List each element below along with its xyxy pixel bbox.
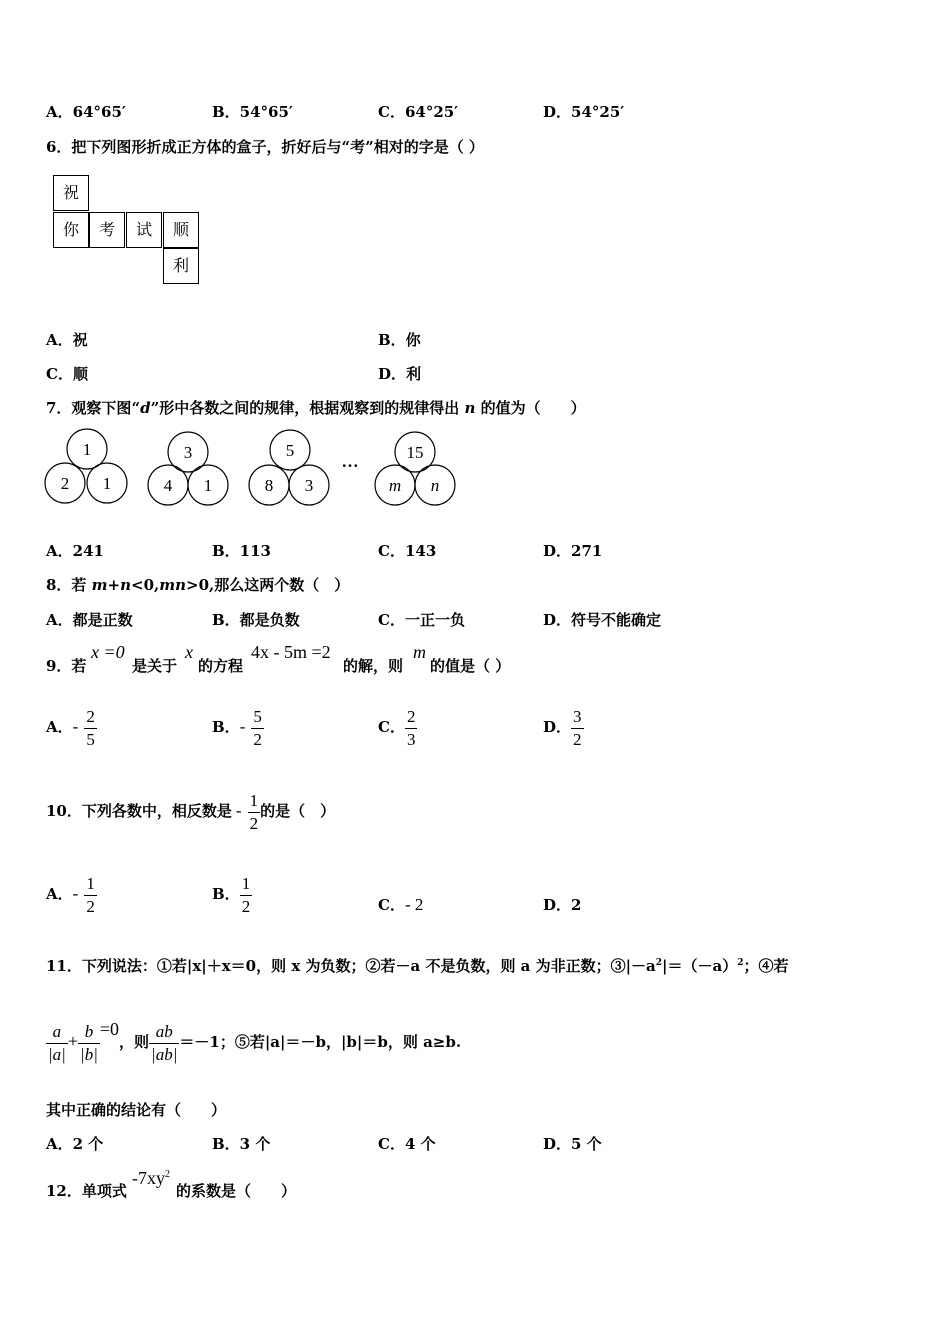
q9-stem-about: 是关于 bbox=[132, 657, 178, 675]
q9-expr-m: m bbox=[413, 642, 426, 662]
q10-option-b: B． $\frac{1}{2}$ bbox=[212, 873, 251, 916]
q8-option-b: B．都是负数 bbox=[212, 611, 300, 629]
q9-option-c: C． $\frac{2}{3}$ bbox=[378, 706, 416, 749]
net-cell-zhu: 祝 bbox=[53, 175, 89, 211]
net-cell-li: 利 bbox=[163, 248, 199, 284]
q9-stem-end: 的值是（ ） bbox=[430, 657, 511, 675]
q9-expr-x-eq-0: x =0 bbox=[91, 642, 125, 662]
fig2-left-value: 4 bbox=[163, 476, 173, 495]
q10-option-a: A．- $\frac{1}{2}$ bbox=[46, 873, 95, 916]
q8-option-a: A．都是正数 bbox=[46, 611, 133, 629]
q12-monomial: $-7xy^2$ bbox=[132, 1168, 170, 1188]
q6-option-d: D．利 bbox=[378, 365, 422, 383]
net-cell-ni: 你 bbox=[53, 212, 89, 248]
q5-option-c: C．64°25′ bbox=[378, 103, 459, 121]
q7-option-a: A．241 bbox=[46, 542, 104, 560]
q6-option-b: B．你 bbox=[378, 331, 421, 349]
fig4-right-value: n bbox=[430, 476, 440, 495]
q7-option-d: D．271 bbox=[543, 542, 603, 560]
q12-stem-end: 的系数是（ ） bbox=[176, 1182, 297, 1200]
q9-expr-x: x bbox=[185, 642, 193, 662]
q5-option-b: B．54°65′ bbox=[212, 103, 293, 121]
q11-option-c: C．4 个 bbox=[378, 1135, 436, 1153]
q6-stem: 6．把下列图形折成正方体的盒子，折好后与“考”相对的字是（ ） bbox=[46, 138, 484, 156]
q11-stem-line2: $\frac{a}{|a|}$ + $\frac{b}{|b|}$ =0，则 $\frac{ab}{|ab|}$ ＝－1；⑤若|a|＝－b，|b|＝b，则 a≥b. bbox=[48, 1019, 462, 1064]
q10-option-d: D．2 bbox=[543, 896, 582, 914]
q10-option-c: C．- 2 bbox=[378, 895, 424, 914]
fig3-left-value: 8 bbox=[264, 476, 274, 495]
q7-option-c: C．143 bbox=[378, 542, 437, 560]
fig2-right-value: 1 bbox=[203, 476, 213, 495]
q11-stem-line1: 11．下列说法：①若|x|＋x＝0，则 x 为负数；②若－a 不是负数，则 a 为非正数；$③|-a^2|=(-a)^2$；④若 bbox=[46, 957, 789, 975]
q9-stem-start: 9．若 bbox=[46, 657, 87, 675]
q9-option-d: D． $\frac{3}{2}$ bbox=[543, 706, 582, 749]
q5-option-a: A．64°65′ bbox=[46, 103, 126, 121]
q12-stem-start: 12．单项式 bbox=[46, 1182, 127, 1200]
q11-option-a: A．2 个 bbox=[46, 1135, 104, 1153]
fig1-top-value: 1 bbox=[82, 440, 92, 459]
net-cell-kao: 考 bbox=[89, 212, 125, 248]
fig4-left-value: m bbox=[388, 476, 402, 495]
q9-stem-equation: 的方程 bbox=[198, 657, 244, 675]
q5-option-d: D．54°25′ bbox=[543, 103, 625, 121]
fig3-top-value: 5 bbox=[285, 441, 295, 460]
net-cell-shi: 试 bbox=[126, 212, 162, 248]
q11-option-b: B．3 个 bbox=[212, 1135, 271, 1153]
net-cell-shun: 顺 bbox=[163, 212, 199, 248]
ellipsis: … bbox=[341, 452, 359, 471]
q11-conclusion: 其中正确的结论有（ ） bbox=[46, 1101, 227, 1119]
fig2-top-value: 3 bbox=[183, 443, 193, 462]
q10-stem: 10．下列各数中，相反数是 - $\frac{1}{2}$ 的是（ ） bbox=[46, 790, 336, 833]
q8-option-d: D．符号不能确定 bbox=[543, 611, 662, 629]
q6-option-c: C．顺 bbox=[46, 365, 88, 383]
q8-stem: 8．若 m+n<0,mn>0,那么这两个数（ ） bbox=[46, 576, 350, 594]
fig1-right-value: 1 bbox=[102, 474, 112, 493]
fig4-top-value: 15 bbox=[406, 443, 424, 462]
q9-option-a: A．- $\frac{2}{5}$ bbox=[46, 706, 95, 749]
fig1-left-value: 2 bbox=[60, 474, 70, 493]
q9-expr-equation: 4x - 5m =2 bbox=[251, 642, 331, 662]
q7-stem: 7．观察下图“d”形中各数之间的规律，根据观察到的规律得出 n 的值为（ ） bbox=[46, 399, 586, 417]
q6-option-a: A．祝 bbox=[46, 331, 88, 349]
q7-circle-figures bbox=[40, 425, 470, 510]
q8-option-c: C．一正一负 bbox=[378, 611, 465, 629]
q9-option-b: B．- $\frac{5}{2}$ bbox=[212, 706, 262, 749]
q7-option-b: B．113 bbox=[212, 542, 271, 560]
q11-option-d: D．5 个 bbox=[543, 1135, 602, 1153]
fig3-right-value: 3 bbox=[304, 476, 314, 495]
q9-stem-solution: 的解，则 bbox=[343, 657, 404, 675]
